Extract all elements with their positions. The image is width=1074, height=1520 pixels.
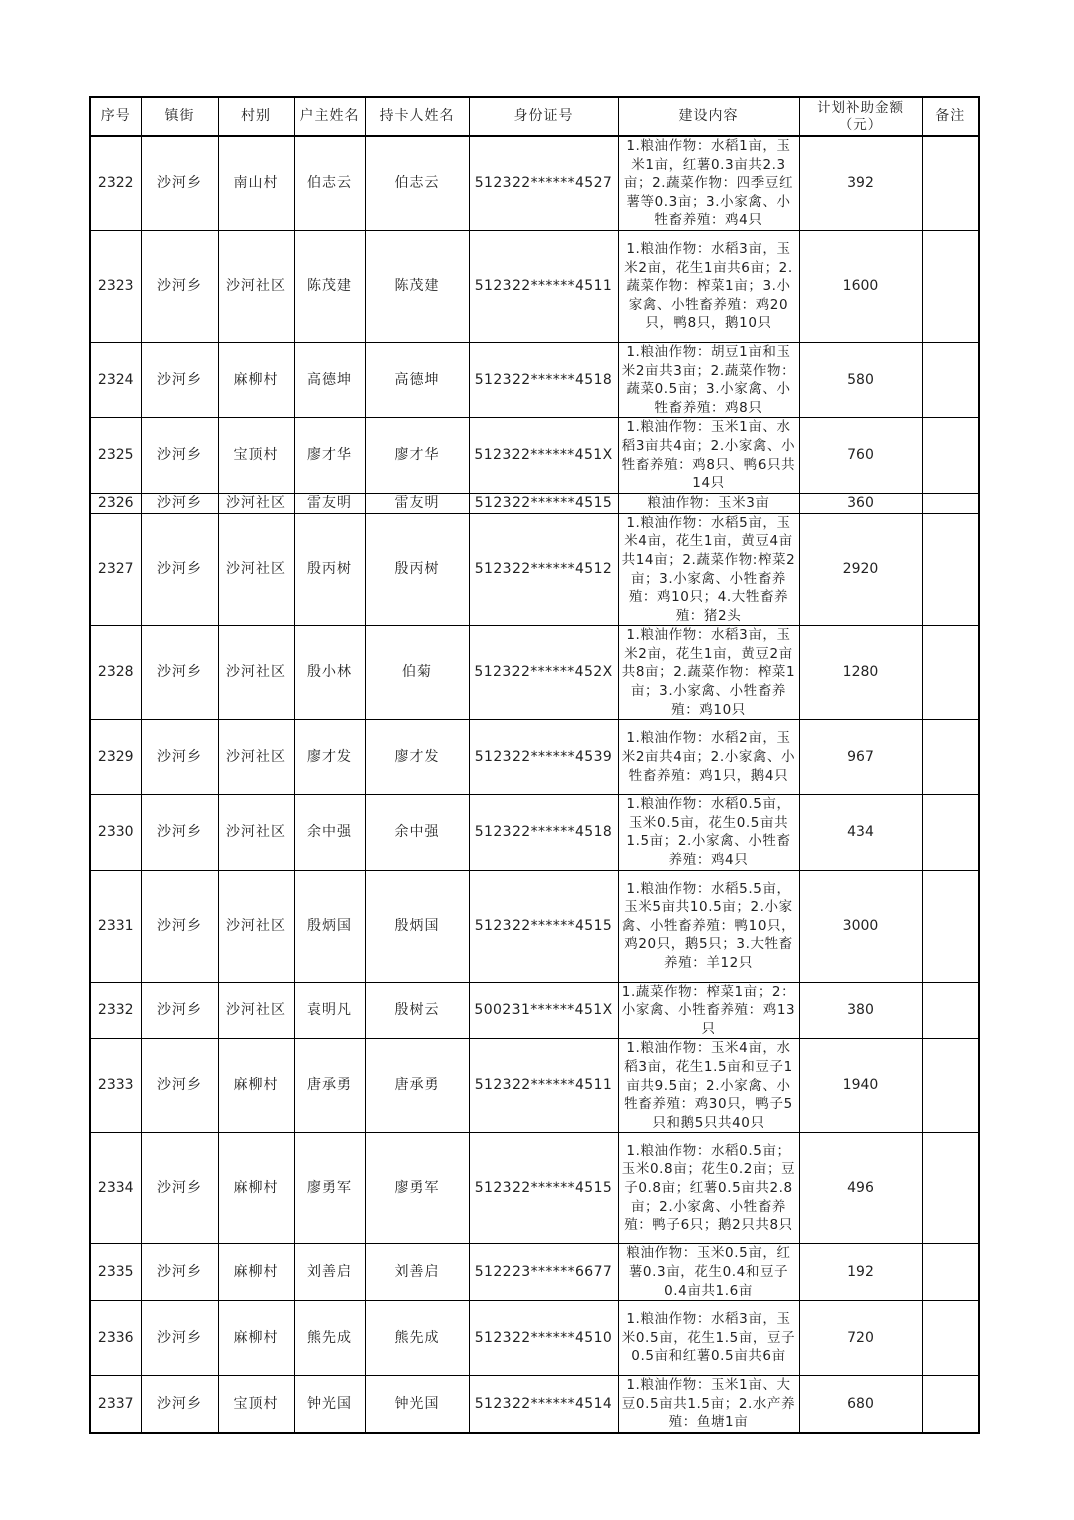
cell-village: 沙河社区: [218, 513, 294, 626]
table-row: [90, 342, 979, 417]
table-row: [90, 493, 979, 513]
cell-cardholder: 高德坤: [365, 342, 469, 417]
cell-note: [922, 1376, 979, 1433]
cell-seq: 2332: [90, 982, 141, 1039]
cell-amount: 360: [799, 493, 922, 513]
table-row: [90, 795, 979, 870]
cell-note: [922, 342, 979, 417]
cell-note: [922, 230, 979, 342]
cell-village: 宝顶村: [218, 1376, 294, 1433]
cell-town: 沙河乡: [141, 1301, 218, 1376]
cell-town: 沙河乡: [141, 982, 218, 1039]
cell-content: 1.粮油作物：玉米1亩、大豆0.5亩共1.5亩；2.水产养殖：鱼塘1亩: [618, 1376, 799, 1433]
cell-town: 沙河乡: [141, 870, 218, 982]
cell-town: 沙河乡: [141, 136, 218, 230]
table-row: [90, 982, 979, 1039]
cell-content: 1.粮油作物：水稻0.5亩；玉米0.8亩；花生0.2亩；豆子0.8亩；红薯0.5亩共2.8亩；2.小家禽、小牲畜养殖：鸭子6只；鹅2只共8只: [618, 1133, 799, 1244]
cell-note: [922, 1039, 979, 1133]
cell-household-head: 廖才华: [294, 418, 365, 493]
table-row: [90, 1376, 979, 1433]
cell-village: 沙河社区: [218, 982, 294, 1039]
cell-cardholder: 殷树云: [365, 982, 469, 1039]
table-row: [90, 1039, 979, 1133]
cell-amount: 1940: [799, 1039, 922, 1133]
cell-amount: 580: [799, 342, 922, 417]
cell-cardholder: 陈茂建: [365, 230, 469, 342]
cell-content: 1.粮油作物：水稻5亩，玉米4亩，花生1亩，黄豆4亩共14亩；2.蔬菜作物:榨菜2亩；3.小家禽、小牲畜养殖：鸡10只；4.大牲畜养殖：猪2头: [618, 513, 799, 626]
header-cardholder: 持卡人姓名: [365, 97, 469, 136]
cell-cardholder: 廖才发: [365, 720, 469, 795]
table-row: [90, 870, 979, 982]
cell-note: [922, 1301, 979, 1376]
cell-id-card: 512322******452X: [469, 626, 618, 720]
cell-note: [922, 513, 979, 626]
cell-household-head: 钟光国: [294, 1376, 365, 1433]
cell-note: [922, 1244, 979, 1301]
cell-content: 1.粮油作物：水稻1亩，玉米1亩，红薯0.3亩共2.3亩；2.蔬菜作物：四季豆红薯等0.3亩；3.小家禽、小牲畜养殖：鸡4只: [618, 136, 799, 230]
cell-id-card: 512223******6677: [469, 1244, 618, 1301]
cell-seq: 2336: [90, 1301, 141, 1376]
table-row: [90, 1133, 979, 1244]
cell-seq: 2322: [90, 136, 141, 230]
cell-note: [922, 493, 979, 513]
cell-id-card: 512322******4515: [469, 493, 618, 513]
header-content: 建设内容: [618, 97, 799, 136]
cell-amount: 760: [799, 418, 922, 493]
cell-town: 沙河乡: [141, 1039, 218, 1133]
table-header: [90, 97, 979, 136]
cell-seq: 2330: [90, 795, 141, 870]
header-note: 备注: [922, 97, 979, 136]
cell-town: 沙河乡: [141, 513, 218, 626]
table-body: [90, 136, 979, 1433]
cell-household-head: 余中强: [294, 795, 365, 870]
cell-content: 1.粮油作物：水稻3亩，玉米0.5亩，花生1.5亩，豆子0.5亩和红薯0.5亩共6亩: [618, 1301, 799, 1376]
cell-village: 沙河社区: [218, 626, 294, 720]
cell-household-head: 殷小林: [294, 626, 365, 720]
cell-household-head: 殷炳国: [294, 870, 365, 982]
table-row: [90, 136, 979, 230]
cell-cardholder: 雷友明: [365, 493, 469, 513]
cell-cardholder: 余中强: [365, 795, 469, 870]
cell-content: 1.粮油作物：水稻3亩，玉米2亩，花生1亩，黄豆2亩共8亩；2.蔬菜作物：榨菜1亩；3.小家禽、小牲畜养殖：鸡10只: [618, 626, 799, 720]
cell-town: 沙河乡: [141, 626, 218, 720]
cell-household-head: 伯志云: [294, 136, 365, 230]
cell-seq: 2331: [90, 870, 141, 982]
cell-village: 麻柳村: [218, 1133, 294, 1244]
table-row: [90, 418, 979, 493]
cell-note: [922, 720, 979, 795]
cell-village: 沙河社区: [218, 795, 294, 870]
cell-household-head: 殷丙树: [294, 513, 365, 626]
cell-content: 1.粮油作物：水稻2亩，玉米2亩共4亩；2.小家禽、小牲畜养殖：鸡1只，鹅4只: [618, 720, 799, 795]
cell-amount: 720: [799, 1301, 922, 1376]
cell-id-card: 512322******4539: [469, 720, 618, 795]
cell-amount: 380: [799, 982, 922, 1039]
cell-cardholder: 廖才华: [365, 418, 469, 493]
cell-village: 沙河社区: [218, 493, 294, 513]
cell-note: [922, 626, 979, 720]
cell-seq: 2326: [90, 493, 141, 513]
cell-amount: 1280: [799, 626, 922, 720]
cell-cardholder: 廖勇军: [365, 1133, 469, 1244]
cell-id-card: 512322******4511: [469, 230, 618, 342]
header-row: [90, 97, 979, 136]
cell-id-card: 512322******4527: [469, 136, 618, 230]
cell-cardholder: 熊先成: [365, 1301, 469, 1376]
header-household-head: 户主姓名: [294, 97, 365, 136]
table-row: [90, 513, 979, 626]
cell-household-head: 唐承勇: [294, 1039, 365, 1133]
cell-village: 麻柳村: [218, 1244, 294, 1301]
cell-town: 沙河乡: [141, 1376, 218, 1433]
cell-town: 沙河乡: [141, 1133, 218, 1244]
cell-town: 沙河乡: [141, 720, 218, 795]
cell-household-head: 高德坤: [294, 342, 365, 417]
cell-household-head: 袁明凡: [294, 982, 365, 1039]
cell-town: 沙河乡: [141, 1244, 218, 1301]
cell-cardholder: 钟光国: [365, 1376, 469, 1433]
cell-amount: 496: [799, 1133, 922, 1244]
cell-household-head: 廖勇军: [294, 1133, 365, 1244]
cell-household-head: 雷友明: [294, 493, 365, 513]
cell-seq: 2324: [90, 342, 141, 417]
cell-town: 沙河乡: [141, 230, 218, 342]
cell-content: 1.粮油作物：胡豆1亩和玉米2亩共3亩；2.蔬菜作物：蔬菜0.5亩；3.小家禽、小牲畜养殖：鸡8只: [618, 342, 799, 417]
cell-household-head: 陈茂建: [294, 230, 365, 342]
cell-seq: 2337: [90, 1376, 141, 1433]
cell-id-card: 512322******4518: [469, 795, 618, 870]
cell-seq: 2333: [90, 1039, 141, 1133]
cell-village: 麻柳村: [218, 1301, 294, 1376]
cell-content: 粮油作物：玉米3亩: [618, 493, 799, 513]
cell-household-head: 刘善启: [294, 1244, 365, 1301]
cell-amount: 392: [799, 136, 922, 230]
cell-amount: 192: [799, 1244, 922, 1301]
cell-seq: 2323: [90, 230, 141, 342]
cell-village: 沙河社区: [218, 870, 294, 982]
cell-amount: 3000: [799, 870, 922, 982]
cell-note: [922, 1133, 979, 1244]
cell-seq: 2328: [90, 626, 141, 720]
cell-amount: 2920: [799, 513, 922, 626]
cell-note: [922, 418, 979, 493]
cell-id-card: 512322******4514: [469, 1376, 618, 1433]
cell-cardholder: 殷丙树: [365, 513, 469, 626]
cell-seq: 2329: [90, 720, 141, 795]
table-row: [90, 1244, 979, 1301]
cell-cardholder: 刘善启: [365, 1244, 469, 1301]
cell-seq: 2325: [90, 418, 141, 493]
cell-village: 南山村: [218, 136, 294, 230]
table-row: [90, 230, 979, 342]
cell-id-card: 512322******4511: [469, 1039, 618, 1133]
cell-town: 沙河乡: [141, 418, 218, 493]
cell-id-card: 512322******4518: [469, 342, 618, 417]
cell-town: 沙河乡: [141, 493, 218, 513]
cell-amount: 1600: [799, 230, 922, 342]
cell-id-card: 512322******451X: [469, 418, 618, 493]
header-village: 村别: [218, 97, 294, 136]
cell-household-head: 廖才发: [294, 720, 365, 795]
cell-seq: 2334: [90, 1133, 141, 1244]
cell-id-card: 512322******4510: [469, 1301, 618, 1376]
table-row: [90, 720, 979, 795]
cell-id-card: 512322******4515: [469, 1133, 618, 1244]
cell-id-card: 512322******4512: [469, 513, 618, 626]
cell-cardholder: 殷炳国: [365, 870, 469, 982]
header-amount: 计划补助金额（元）: [799, 97, 922, 136]
table-row: [90, 626, 979, 720]
cell-content: 1.粮油作物：玉米1亩、水稻3亩共4亩；2.小家禽、小牲畜养殖：鸡8只、鸭6只共14只: [618, 418, 799, 493]
cell-village: 宝顶村: [218, 418, 294, 493]
cell-amount: 680: [799, 1376, 922, 1433]
cell-id-card: 512322******4515: [469, 870, 618, 982]
cell-amount: 434: [799, 795, 922, 870]
cell-village: 麻柳村: [218, 1039, 294, 1133]
cell-seq: 2327: [90, 513, 141, 626]
cell-town: 沙河乡: [141, 342, 218, 417]
cell-town: 沙河乡: [141, 795, 218, 870]
cell-household-head: 熊先成: [294, 1301, 365, 1376]
cell-cardholder: 伯菊: [365, 626, 469, 720]
cell-amount: 967: [799, 720, 922, 795]
cell-note: [922, 136, 979, 230]
cell-content: 1.蔬菜作物：榨菜1亩；2：小家禽、小牲畜养殖：鸡13只: [618, 982, 799, 1039]
cell-content: 1.粮油作物：玉米4亩，水稻3亩，花生1.5亩和豆子1亩共9.5亩；2.小家禽、小牲畜养殖：鸡30只，鸭子5只和鹅5只共40只: [618, 1039, 799, 1133]
cell-id-card: 500231******451X: [469, 982, 618, 1039]
cell-content: 1.粮油作物：水稻5.5亩，玉米5亩共10.5亩；2.小家禽、小牲畜养殖：鸭10只，鸡20只，鹅5只；3.大牲畜养殖：羊12只: [618, 870, 799, 982]
cell-note: [922, 870, 979, 982]
cell-cardholder: 伯志云: [365, 136, 469, 230]
cell-village: 沙河社区: [218, 230, 294, 342]
cell-seq: 2335: [90, 1244, 141, 1301]
header-seq: 序号: [90, 97, 141, 136]
cell-village: 麻柳村: [218, 342, 294, 417]
cell-cardholder: 唐承勇: [365, 1039, 469, 1133]
cell-content: 1.粮油作物：水稻3亩，玉米2亩，花生1亩共6亩；2.蔬菜作物：榨菜1亩；3.小家禽、小牲畜养殖：鸡20只，鸭8只，鹅10只: [618, 230, 799, 342]
table-row: [90, 1301, 979, 1376]
cell-note: [922, 982, 979, 1039]
cell-village: 沙河社区: [218, 720, 294, 795]
header-town: 镇街: [141, 97, 218, 136]
cell-content: 粮油作物：玉米0.5亩，红薯0.3亩，花生0.4和豆子0.4亩共1.6亩: [618, 1244, 799, 1301]
cell-note: [922, 795, 979, 870]
cell-content: 1.粮油作物：水稻0.5亩，玉米0.5亩，花生0.5亩共1.5亩；2.小家禽、小牲畜养殖：鸡4只: [618, 795, 799, 870]
header-id-card: 身份证号: [469, 97, 618, 136]
subsidy-table: [89, 96, 980, 1434]
